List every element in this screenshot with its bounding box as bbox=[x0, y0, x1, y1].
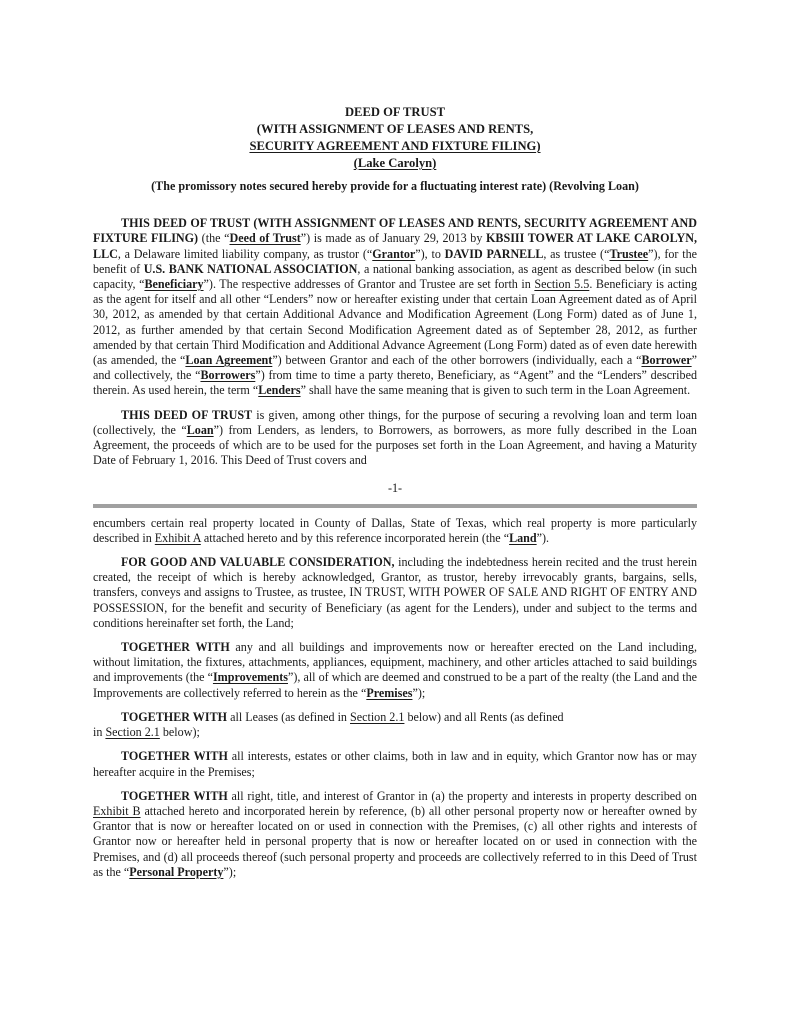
text-run: all Leases (as defined in bbox=[227, 709, 350, 724]
text-run: THIS DEED OF TRUST bbox=[121, 407, 253, 422]
text-run: U.S. BANK NATIONAL ASSOCIATION bbox=[143, 261, 358, 276]
section-reference: Exhibit B bbox=[93, 803, 141, 818]
defined-term: Loan Agreement bbox=[185, 353, 273, 368]
text-run: ”), for the benefit of bbox=[93, 246, 698, 276]
text-run: , a Delaware limited liability company, as trustor (“ bbox=[117, 246, 373, 261]
text-run: THIS DEED OF TRUST (WITH ASSIGNMENT OF LEASES AND RENTS, SECURITY AGREEMENT AND FIXTURE FILING) bbox=[93, 216, 697, 246]
section-reference: Section 5.5 bbox=[534, 277, 590, 292]
text-run: ”), to bbox=[415, 246, 445, 261]
text-run: all interests, estates or other claims, both in law and in equity, which Grantor now has or may hereafter acquire in the Premises; bbox=[93, 749, 697, 779]
purpose-paragraph bbox=[93, 408, 697, 469]
text-run: TOGETHER WITH bbox=[121, 640, 230, 655]
text-run: any and all buildings and improvements now or hereafter erected on the Land including, without limitation, the fixtures, attachments, appliances, equipment, machinery, and other articles attached to said buildings and improvements (the “ bbox=[93, 640, 697, 685]
title-line-4: (Lake Carolyn) bbox=[353, 156, 437, 170]
text-run: , a national banking association, as agent as described below (in such capacity, “ bbox=[93, 261, 697, 292]
text-run: all right, title, and interest of Grantor in (a) the property and interests in property described on bbox=[227, 788, 697, 803]
section-reference: Section 2.1 bbox=[105, 725, 160, 740]
page-number: -1- bbox=[387, 481, 403, 496]
together-with-interests-paragraph bbox=[93, 749, 697, 779]
together-with-improvements-paragraph bbox=[93, 640, 697, 701]
text-run: . Beneficiary is acting as the agent for itself and all other “Lenders” now or hereafter existing under that certain Loan Agreement dated as of April 30, 2012, as amended by that certain Additional Advance and Modification Agreement (Long Form) dated as of June 1, 2012, as further amended by that certain Second Modification Agreement dated as of September 28, 2012, as further amended by that certain Third Modification and Additional Advance Agreement (Long Form) dated as of even date herewith (as amended, the “ bbox=[93, 277, 697, 368]
defined-term: Trustee bbox=[609, 246, 649, 261]
encumbers-paragraph bbox=[93, 516, 697, 546]
text-run: , as trustee (“ bbox=[543, 246, 610, 261]
text-run: DAVID PARNELL bbox=[444, 246, 544, 261]
text-run: KBSIII TOWER AT LAKE CAROLYN, LLC bbox=[93, 231, 698, 261]
text-run: FOR GOOD AND VALUABLE CONSIDERATION, bbox=[121, 555, 395, 570]
text-run: ”); bbox=[412, 685, 426, 700]
defined-term: Borrowers bbox=[200, 368, 256, 383]
defined-term: Grantor bbox=[372, 246, 416, 261]
title-line-1: DEED OF TRUST bbox=[344, 105, 446, 119]
text-run: ”) between Grantor and each of the other borrowers (individually, each a “ bbox=[272, 353, 642, 368]
page2-body bbox=[93, 516, 697, 880]
defined-term: Beneficiary bbox=[144, 277, 204, 292]
text-run: ”), all of which are deemed and construed to be a part of the realty (the Land and the Improvements are collectively referred to herein as the “ bbox=[93, 670, 697, 700]
defined-term: Deed of Trust bbox=[229, 231, 301, 246]
title-line-2: (WITH ASSIGNMENT OF LEASES AND RENTS, bbox=[256, 122, 534, 136]
text-run: in bbox=[93, 725, 106, 740]
defined-term: Loan bbox=[186, 422, 214, 437]
text-run: TOGETHER WITH bbox=[121, 788, 228, 803]
text-run: is given, among other things, for the purpose of securing a revolving loan and term loan (collectively, the “ bbox=[93, 407, 697, 437]
text-run: below) and all Rents (as defined bbox=[404, 709, 564, 724]
defined-term: Premises bbox=[366, 685, 413, 700]
defined-term: Land bbox=[509, 530, 537, 545]
text-run: ”) from Lenders, as lenders, to Borrowers, as borrowers, as more fully described in the Loan Agreement, the proceeds of which are to be used for the purposes set forth in the Loan Agreement, and having a Maturity Date of February 1, 2016. This Deed of Trust covers and bbox=[93, 422, 697, 468]
title-line-3: SECURITY AGREEMENT AND FIXTURE FILING) bbox=[249, 139, 541, 153]
defined-term: Lenders bbox=[258, 383, 301, 398]
defined-term: Improvements bbox=[212, 670, 288, 685]
opening-paragraph bbox=[93, 216, 697, 398]
defined-term: Borrower bbox=[641, 353, 692, 368]
text-run: attached hereto and incorporated herein by reference, (b) all other personal property now or hereafter owned by Grantor that is now or hereafter located on or used in connection with the Premises, (c) all other rights and interests of Grantor now or hereafter held in personal property that is now or hereafter located on or used in connection with the Premises, and (d) all proceeds thereof (such personal property and proceeds are collectively referred to in this Deed of Trust as the “ bbox=[93, 803, 698, 879]
text-run: ”) is made as of January 29, 2013 by bbox=[300, 231, 486, 246]
text-run: ”); bbox=[223, 864, 237, 879]
text-run: ”). The respective addresses of Grantor and Trustee are set forth in bbox=[203, 277, 535, 292]
text-run: attached hereto and by this reference incorporated herein (the “ bbox=[200, 530, 510, 545]
text-run: TOGETHER WITH bbox=[121, 749, 228, 764]
section-reference: Exhibit A bbox=[154, 530, 201, 545]
text-run: ”) from time to time a party thereto, Beneficiary, as “Agent” and the “Lenders” described therein. As used herein, the term “ bbox=[93, 368, 698, 398]
text-run: encumbers certain real property located in County of Dallas, State of Texas, which real property is more particularly described in bbox=[93, 515, 697, 545]
text-run: (the “ bbox=[198, 231, 230, 246]
page-break-divider bbox=[93, 504, 697, 508]
document-subtitle: (The promissory notes secured hereby provide for a fluctuating interest rate) (Revolving Loan) bbox=[151, 179, 639, 193]
text-run: TOGETHER WITH bbox=[121, 709, 228, 724]
consideration-paragraph bbox=[93, 555, 697, 631]
text-run: below); bbox=[159, 725, 200, 740]
text-run: ”). bbox=[536, 530, 550, 545]
defined-term: Personal Property bbox=[129, 864, 224, 879]
text-run: including the indebtedness herein recited and the trust herein created, the receipt of which is hereby acknowledged, Grantor, as trustor, hereby irrevocably grants, bargains, sells, transfers, conveys and assigns to Trustee, as trustee, IN TRUST, WITH POWER OF SALE AND RIGHT OF ENTRY AND POSSESSION, for the benefit and security of Beneficiary (as agent for the Lenders), under and subject to the terms and conditions hereinafter set forth, the Land; bbox=[93, 555, 697, 630]
text-run: ” shall have the same meaning that is given to such term in the Loan Agreement. bbox=[300, 383, 691, 398]
title-block bbox=[93, 104, 697, 172]
together-with-personal-property-paragraph bbox=[93, 789, 697, 880]
page1-body bbox=[93, 216, 697, 468]
section-reference: Section 2.1 bbox=[350, 709, 405, 724]
together-with-leases-paragraph bbox=[93, 710, 697, 740]
text-run: ” and collectively, the “ bbox=[93, 353, 697, 383]
